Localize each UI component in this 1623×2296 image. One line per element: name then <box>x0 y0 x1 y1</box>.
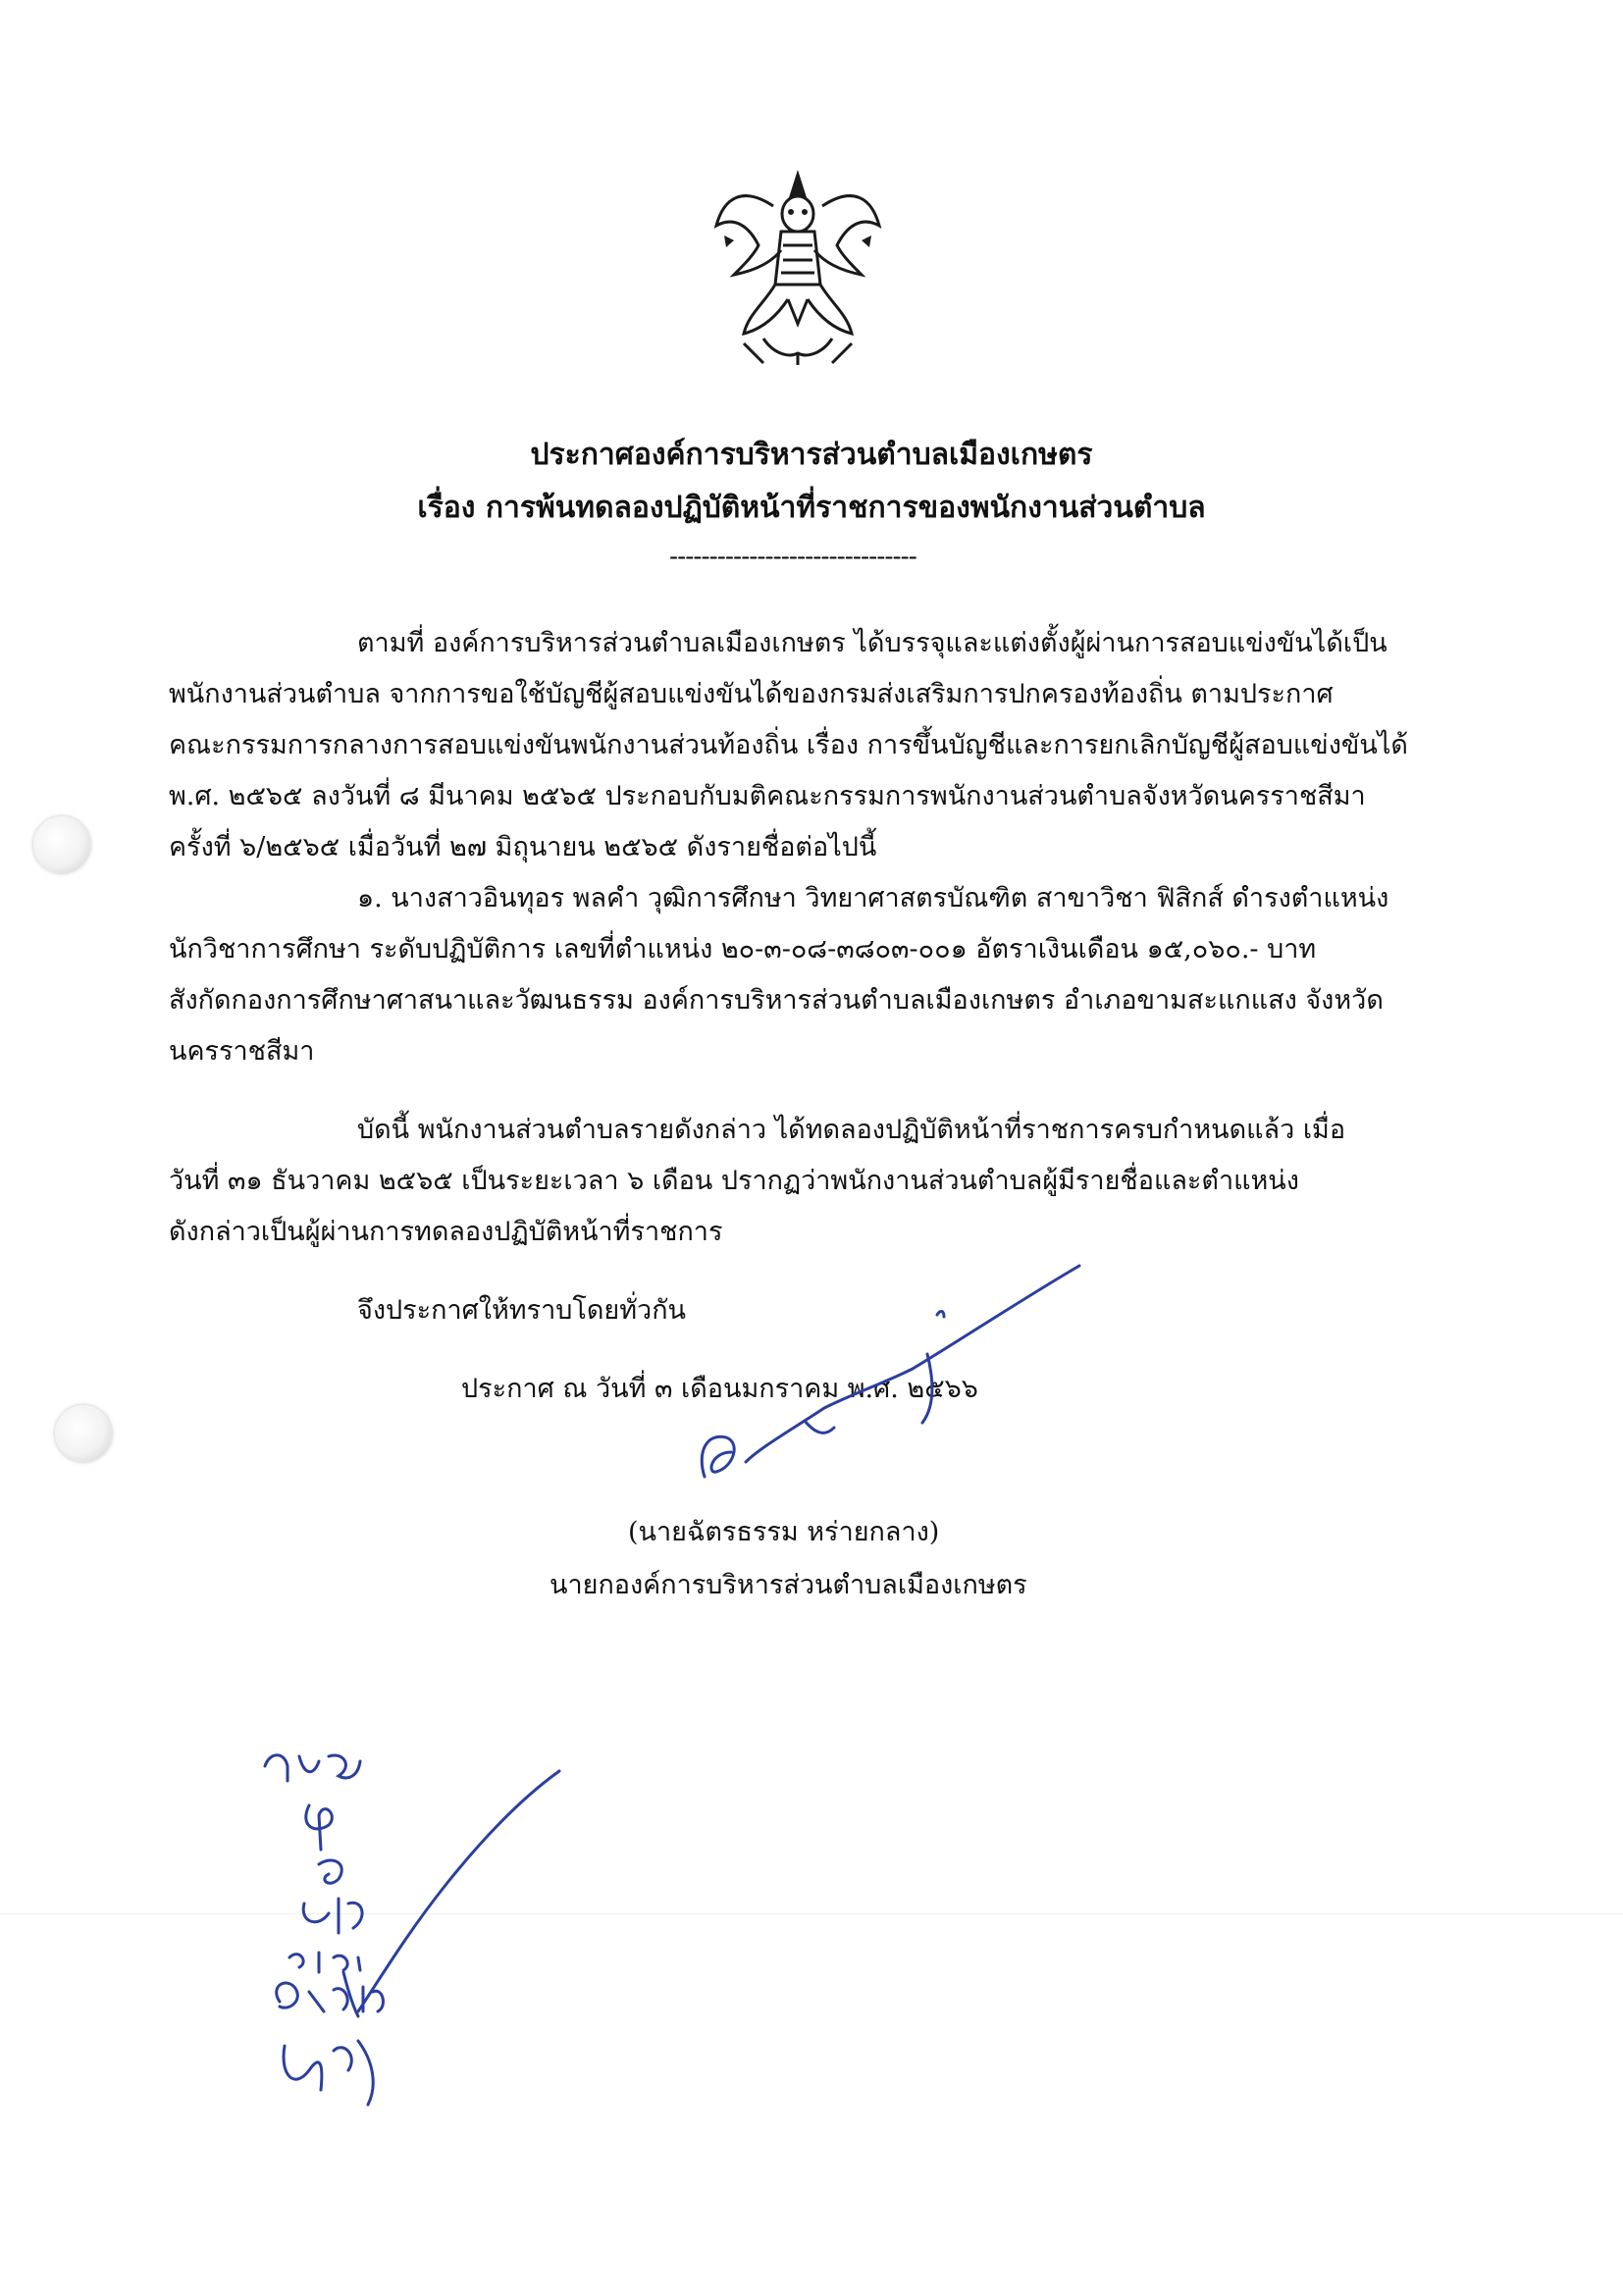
date-line: ประกาศ ณ วันที่ ๓ เดือนมกราคม พ.ศ. ๒๕๖๖ <box>461 1374 978 1404</box>
para1-line-3: คณะกรรมการกลางการสอบแข่งขันพนักงานส่วนท้องถิ่น เรื่อง การขึ้นบัญชีและการยกเลิกบัญชีผู้สอบแข่งขันได้ <box>169 730 1408 760</box>
title-separator: ------------------------------- <box>669 542 916 572</box>
para2-line-3: ดังกล่าวเป็นผู้ผ่านการทดลองปฏิบัติหน้าที่ราชการ <box>169 1217 723 1247</box>
punch-hole-top <box>33 816 90 873</box>
margin-handwritten-notes <box>250 1737 564 2110</box>
para2-line-1: บัดนี้ พนักงานส่วนตำบลรายดังกล่าว ได้ทดลองปฏิบัติหน้าที่ราชการครบกำหนดแล้ว เมื่อ <box>357 1115 1346 1145</box>
para2-line-2: วันที่ ๓๑ ธันวาคม ๒๕๖๕ เป็นระยะเวลา ๖ เดือน ปรากฏว่าพนักงานส่วนตำบลผู้มีรายชื่อและตำแหน่ง <box>169 1166 1299 1196</box>
para1-line-4: พ.ศ. ๒๕๖๕ ลงวันที่ ๘ มีนาคม ๒๕๖๕ ประกอบกับมติคณะกรรมการพนักงานส่วนตำบลจังหวัดนครราชสีมา <box>169 781 1366 811</box>
signatory-name: (นายฉัตรธรรม หร่ายกลาง) <box>628 1517 940 1547</box>
para1-line-5: ครั้งที่ ๖/๒๕๖๕ เมื่อวันที่ ๒๗ มิถุนายน ๒๕๖๕ ดังรายชื่อต่อไปนี้ <box>169 832 877 862</box>
scan-artifact-line <box>0 1913 1623 1914</box>
punch-hole-bottom <box>55 1405 112 1462</box>
para1-line-1: ตามที่ องค์การบริหารส่วนตำบลเมืองเกษตร ได้บรรจุและแต่งตั้งผู้ผ่านการสอบแข่งขันได้เป็น <box>357 628 1387 658</box>
title-line-2: เรื่อง การพ้นทดลองปฏิบัติหน้าที่ราชการของพนักงานส่วนตำบล <box>417 491 1206 525</box>
para1-line-2: พนักงานส่วนตำบล จากการขอใช้บัญชีผู้สอบแข่งขันได้ของกรมส่งเสริมการปกครองท้องถิ่น ตามประกาศ <box>169 679 1334 709</box>
item1-line-4: นครราชสีมา <box>169 1036 315 1067</box>
item1-line-3: สังกัดกองการศึกษาศาสนาและวัฒนธรรม องค์การบริหารส่วนตำบลเมืองเกษตร อำเภอขามสะแกแสง จังหวัด <box>169 985 1384 1016</box>
item1-line-2: นักวิชาการศึกษา ระดับปฏิบัติการ เลขที่ตำแหน่ง ๒๐-๓-๐๘-๓๘๐๓-๐๐๑ อัตราเงินเดือน ๑๕,๐๖๐.- บาท <box>169 934 1317 965</box>
item1-line-1: ๑. นางสาวอินทุอร พลคำ วุฒิการศึกษา วิทยาศาสตรบัณฑิต สาขาวิชา ฟิสิกส์ ดำรงตำแหน่ง <box>357 883 1389 913</box>
garuda-emblem-icon <box>705 167 891 368</box>
title-line-1: ประกาศองค์การบริหารส่วนตำบลเมืองเกษตร <box>530 438 1093 472</box>
signatory-position: นายกองค์การบริหารส่วนตำบลเมืองเกษตร <box>550 1570 1027 1600</box>
announce-line: จึงประกาศให้ทราบโดยทั่วกัน <box>357 1295 686 1326</box>
